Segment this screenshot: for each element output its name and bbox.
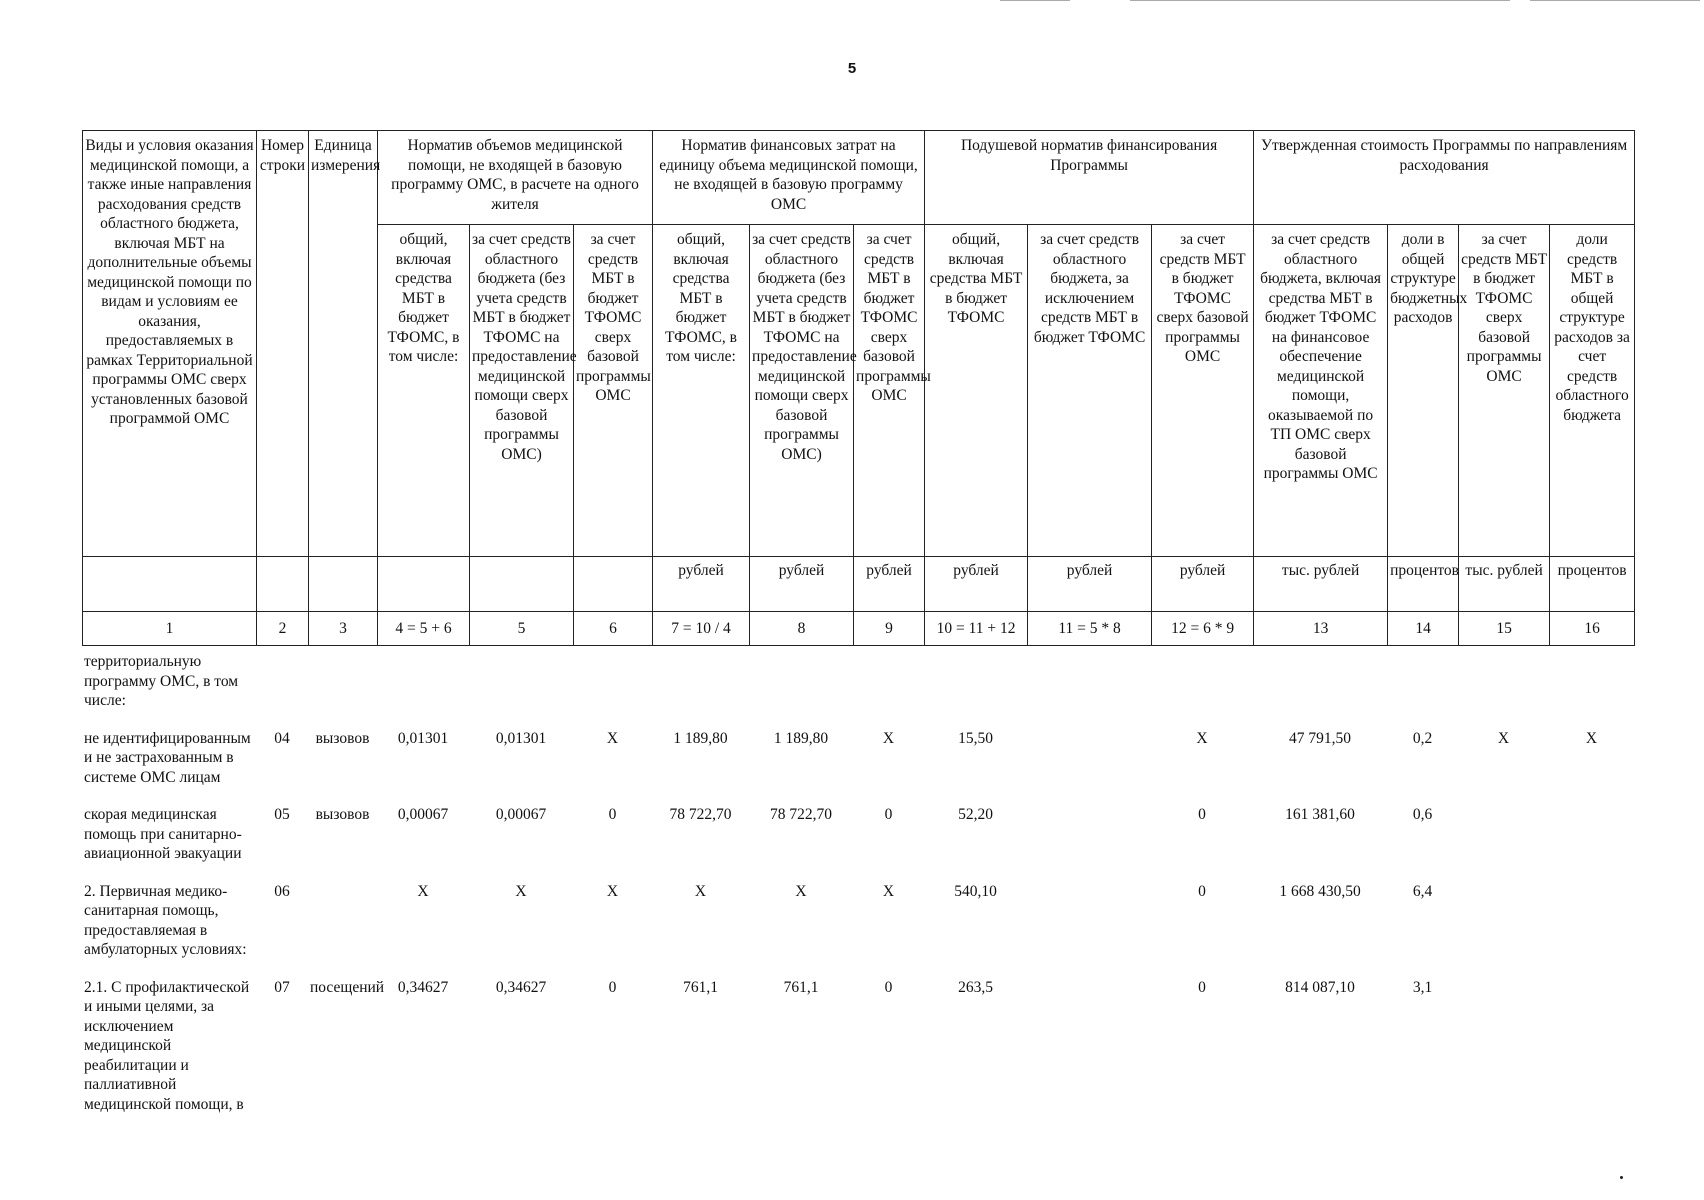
col-number: 2 — [257, 612, 309, 646]
table-cell: 0,01301 — [495, 729, 547, 747]
table-cell: 15,50 — [958, 729, 993, 747]
unit-cell — [309, 557, 378, 612]
table-row — [82, 978, 1634, 1133]
group-header-per-capita: Подушевой норматив финансирования Программы — [925, 131, 1254, 225]
col-number: 8 — [750, 612, 854, 646]
subhead-6: за счет средств МБТ в бюджет ТФОМС сверх базовой программы ОМС — [574, 225, 653, 557]
table-cell: посещений — [310, 978, 385, 996]
subhead-12: за счет средств МБТ в бюджет ТФОМС сверх базовой программы ОМС — [1152, 225, 1254, 557]
table-cell — [1151, 652, 1253, 729]
col-number: 5 — [470, 612, 574, 646]
subhead-9: за счет средств МБТ в бюджет ТФОМС сверх базовой программы ОМС — [854, 225, 925, 557]
data-table — [82, 652, 1634, 1132]
table-cell — [308, 882, 377, 978]
subhead-5: за счет средств областного бюджета (без учета средств МБТ в бюджет ТФОМС на предоставление медицинской помощи сверх базовой программы ОМС) — [470, 225, 574, 557]
subhead-15: за счет средств МБТ в бюджет ТФОМС сверх базовой программы ОМС — [1459, 225, 1550, 557]
table-cell: 07 — [274, 978, 290, 996]
table-cell: 3,1 — [1412, 978, 1433, 996]
col-number: 10 = 11 + 12 — [925, 612, 1028, 646]
table-cell: 0,34627 — [495, 978, 547, 996]
unit-cell: процентов — [1388, 557, 1459, 612]
group-header-costs: Норматив финансовых затрат на единицу объема медицинской помощи, не входящей в базовую программу ОМС — [653, 131, 925, 225]
table-cell: X — [606, 882, 619, 900]
col-number: 16 — [1550, 612, 1635, 646]
col-3-header: Единица измерения — [309, 131, 378, 557]
table-cell: 1 668 430,50 — [1279, 882, 1361, 900]
table-cell — [1027, 652, 1151, 729]
table-cell — [1549, 805, 1634, 882]
table-cell: 761,1 — [683, 978, 718, 996]
table-cell: 1 189,80 — [673, 729, 728, 747]
unit-cell: тыс. рублей — [1254, 557, 1388, 612]
table-cell: X — [882, 882, 895, 900]
scan-artifact-line — [1130, 0, 1510, 1]
unit-cell — [574, 557, 653, 612]
table-cell: 0 — [1198, 806, 1206, 823]
col-number: 6 — [574, 612, 653, 646]
table-cell: X — [515, 882, 527, 900]
table-cell: 0 — [884, 806, 893, 823]
table-cell — [1027, 978, 1151, 1133]
table-cell: X — [694, 882, 707, 900]
unit-cell: рублей — [1028, 557, 1152, 612]
unit-cell — [83, 557, 257, 612]
table-cell — [749, 652, 853, 729]
table-cell — [1549, 882, 1634, 978]
table-row — [82, 882, 1634, 978]
group-header-volume: Норматив объемов медицинской помощи, не входящей в базовую программу ОМС, в расчете на одного жителя — [378, 131, 653, 225]
col-number: 9 — [854, 612, 925, 646]
table-cell: 0,00067 — [397, 806, 449, 823]
table-cell: 0 — [1198, 882, 1206, 900]
row-description: 2. Первичная медико-санитарная помощь, предоставляемая в амбулаторных условиях: — [84, 882, 247, 958]
unit-cell: рублей — [1152, 557, 1254, 612]
scan-dot — [1620, 1176, 1623, 1179]
unit-cell: рублей — [925, 557, 1028, 612]
row-description: территориальную программу ОМС, в том числе: — [84, 653, 239, 709]
table-cell — [1458, 652, 1549, 729]
col-number: 1 — [83, 612, 257, 646]
subhead-7: общий, включая средства МБТ в бюджет ТФОМС, в том числе: — [653, 225, 750, 557]
table-cell: 0 — [884, 978, 893, 996]
table-cell: 263,5 — [958, 978, 993, 996]
table-cell — [853, 652, 924, 729]
table-cell: 161 381,60 — [1285, 806, 1355, 823]
unit-cell: тыс. рублей — [1459, 557, 1550, 612]
table-cell — [308, 652, 377, 729]
subhead-11: за счет средств областного бюджета, за исключением средств МБТ в бюджет ТФОМС — [1028, 225, 1152, 557]
table-cell: 1 189,80 — [773, 729, 829, 747]
table-row — [82, 805, 1634, 882]
unit-cell — [470, 557, 574, 612]
table-cell: 0 — [1198, 978, 1206, 996]
col-2-header: Номер строки — [257, 131, 309, 557]
table-cell: 0,00067 — [495, 806, 547, 823]
col-number: 11 = 5 * 8 — [1028, 612, 1152, 646]
col-number: 7 = 10 / 4 — [653, 612, 750, 646]
subhead-8: за счет средств областного бюджета (без учета средств МБТ в бюджет ТФОМС на предоставление медицинской помощи сверх базовой программы ОМС) — [750, 225, 854, 557]
subhead-10: общий, включая средства МБТ в бюджет ТФОМС — [925, 225, 1028, 557]
header-table — [82, 130, 1635, 646]
group-header-approved-cost: Утвержденная стоимость Программы по направлениям расходования — [1254, 131, 1635, 225]
table-row — [82, 652, 1634, 729]
table-cell: 0,01301 — [397, 729, 449, 747]
table-cell: 04 — [274, 729, 290, 747]
table-cell: 0,2 — [1412, 729, 1433, 747]
unit-cell: рублей — [854, 557, 925, 612]
unit-cell: процентов — [1550, 557, 1635, 612]
table-cell — [1027, 729, 1151, 806]
col-number: 13 — [1254, 612, 1388, 646]
table-cell — [1458, 882, 1549, 978]
table-cell: X — [417, 882, 429, 900]
col-number: 4 = 5 + 6 — [378, 612, 470, 646]
table-cell — [1549, 978, 1634, 1133]
table-cell — [1027, 805, 1151, 882]
col-number: 3 — [309, 612, 378, 646]
table-cell: 0 — [608, 978, 617, 996]
row-description: не идентифицированным и не застрахованным в системе ОМС лицам — [84, 729, 251, 786]
table-cell: 78 722,70 — [770, 806, 832, 823]
table-cell: вызовов — [315, 806, 370, 823]
unit-cell — [257, 557, 309, 612]
table-cell: 0,34627 — [397, 978, 449, 996]
table-cell: 540,10 — [954, 882, 997, 900]
table-cell — [573, 652, 652, 729]
subhead-4: общий, включая средства МБТ в бюджет ТФОМС, в том числе: — [378, 225, 470, 557]
row-description: 2.1. С профилактической и иными целями, за исключением медицинской реабилитации и паллиативной медицинской помощи, в — [84, 978, 250, 1113]
table-cell: вызовов — [315, 729, 370, 747]
table-row — [82, 729, 1634, 806]
table-cell: 78 722,70 — [669, 806, 732, 823]
table-cell: 0,6 — [1412, 806, 1433, 823]
table-cell: 6,4 — [1412, 882, 1433, 900]
unit-cell — [378, 557, 470, 612]
row-description: скорая медицинская помощь при санитарно-авиационной эвакуации — [84, 806, 242, 862]
table-cell — [256, 652, 308, 729]
col-number: 14 — [1388, 612, 1459, 646]
col-number: 12 = 6 * 9 — [1152, 612, 1254, 646]
subhead-14: доли в общей структуре бюджетных расходов — [1388, 225, 1459, 557]
table-cell: 814 087,10 — [1285, 978, 1355, 996]
table-cell: 06 — [274, 882, 290, 900]
table-cell — [377, 652, 469, 729]
unit-cell: рублей — [750, 557, 854, 612]
table-cell — [924, 652, 1027, 729]
units-row — [83, 557, 1635, 612]
table-cell — [1458, 805, 1549, 882]
scan-artifact-line — [1530, 0, 1700, 1]
table-cell: 05 — [274, 806, 290, 823]
table-cell — [1027, 882, 1151, 978]
subhead-13: за счет средств областного бюджета, включая средства МБТ в бюджет ТФОМС на финансовое обеспечение медицинской помощи, оказываемой по ТП ОМС сверх базовой программы ОМС — [1254, 225, 1388, 557]
table-cell — [652, 652, 749, 729]
table-cell: 52,20 — [958, 806, 993, 823]
table-cell — [1549, 652, 1634, 729]
table-cell: X — [1585, 729, 1598, 747]
table-cell: X — [795, 882, 807, 900]
table-cell: 761,1 — [783, 978, 819, 996]
unit-cell: рублей — [653, 557, 750, 612]
col-number: 15 — [1459, 612, 1550, 646]
table-cell: X — [1497, 729, 1510, 747]
table-cell — [469, 652, 573, 729]
scan-artifact-line — [1000, 0, 1070, 1]
column-numbers-row — [83, 612, 1635, 646]
table-cell: X — [1196, 729, 1208, 747]
table-cell: 47 791,50 — [1289, 729, 1351, 747]
table-cell: 0 — [608, 806, 617, 823]
subhead-16: доли средств МБТ в общей структуре расходов за счет средств областного бюджета — [1550, 225, 1635, 557]
table-cell — [1253, 652, 1387, 729]
table-cell: X — [882, 729, 895, 747]
table-cell — [1387, 652, 1458, 729]
table-cell: X — [606, 729, 619, 747]
page-number: 5 — [847, 60, 857, 77]
table-cell — [1458, 978, 1549, 1133]
col-1-header: Виды и условия оказания медицинской помощи, а также иные направления расходования средств областного бюджета, включая МБТ на дополнительные объемы медицинской помощи по видам и условиям ее оказания, предоставляемых в рамках Территориальной программы ОМС сверх установленных базовой программой ОМС — [83, 131, 257, 557]
